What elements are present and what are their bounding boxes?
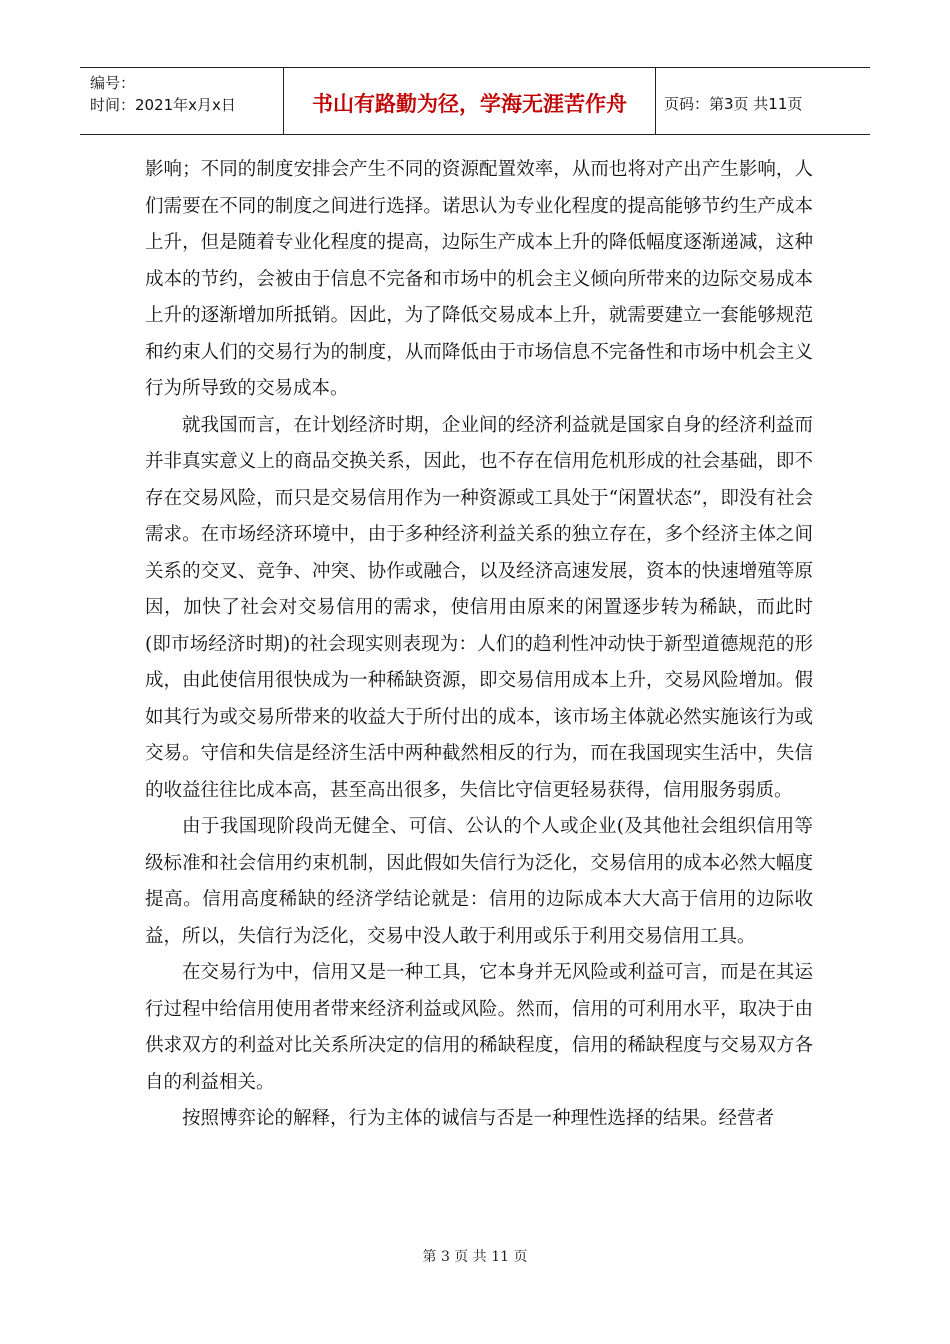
body-paragraph-2: 就我国而言，在计划经济时期，企业间的经济利益就是国家自身的经济利益而并非真实意义上的商品交换关系，因此，也不存在信用危机形成的社会基础，即不存在交易风险，而只是交易信用作为一种资源或工具处于“闲置状态”，即没有社会需求。在市场经济环境中，由于多种经济利益关系的独立存在，多个经济主体之间关系的交叉、竞争、冲突、协作或融合，以及经济高速发展，资本的快速增殖等原因，加快了社会对交易信用的需求，使信用由原来的闲置逐步转为稀缺，而此时(即市场经济时期)的社会现实则表现为：人们的趋利性冲动快于新型道德规范的形成，由此使信用很快成为一种稀缺资源，即交易信用成本上升，交易风险增加。假如其行为或交易所带来的收益大于所付出的成本，该市场主体就必然实施该行为或交易。守信和失信是经济生活中两种截然相反的行为，而在我国现实生活中，失信的收益往往比成本高，甚至高出很多，失信比守信更轻易获得，信用服务弱质。 <box>145 414 813 801</box>
document-body <box>145 152 813 1138</box>
body-paragraph-3: 由于我国现阶段尚无健全、可信、公认的个人或企业(及其他社会组织信用等级标准和社会信用约束机制，因此假如失信行为泛化，交易信用的成本必然大幅度提高。信用高度稀缺的经济学结论就是：信用的边际成本大大高于信用的边际收益，所以，失信行为泛化，交易中没人敢于利用或乐于利用交易信用工具。 <box>145 816 813 947</box>
page-header <box>80 67 870 135</box>
document-number-label: 编号： <box>90 74 136 92</box>
header-page-info: 页码：第3页 共11页 <box>664 94 803 113</box>
body-paragraph-4: 在交易行为中，信用又是一种工具，它本身并无风险或利益可言，而是在其运行过程中给信用使用者带来经济利益或风险。然而，信用的可利用水平，取决于由供求双方的利益对比关系所决定的信用的稀缺程度，信用的稀缺程度与交易双方各自的利益相关。 <box>145 962 813 1093</box>
header-meta <box>80 68 284 134</box>
body-paragraph-1: 影响；不同的制度安排会产生不同的资源配置效率，从而也将对产出产生影响，人们需要在不同的制度之间进行选择。诺思认为专业化程度的提高能够节约生产成本上升，但是随着专业化程度的提高，边际生产成本上升的降低幅度逐渐递减，这种成本的节约，会被由于信息不完备和市场中的机会主义倾向所带来的边际交易成本上升的逐渐增加所抵销。因此，为了降低交易成本上升，就需要建立一套能够规范和约束人们的交易行为的制度，从而降低由于市场信息不完备性和市场中机会主义行为所导致的交易成本。 <box>145 159 813 399</box>
header-motto: 书山有路勤为径，学海无涯苦作舟 <box>284 68 656 134</box>
document-time-label: 时间：2021年x月x日 <box>90 96 236 114</box>
body-paragraph-5: 按照博弈论的解释，行为主体的诚信与否是一种理性选择的结果。经营者 <box>182 1108 775 1129</box>
page-footer: 第 3 页 共 11 页 <box>422 1249 528 1265</box>
